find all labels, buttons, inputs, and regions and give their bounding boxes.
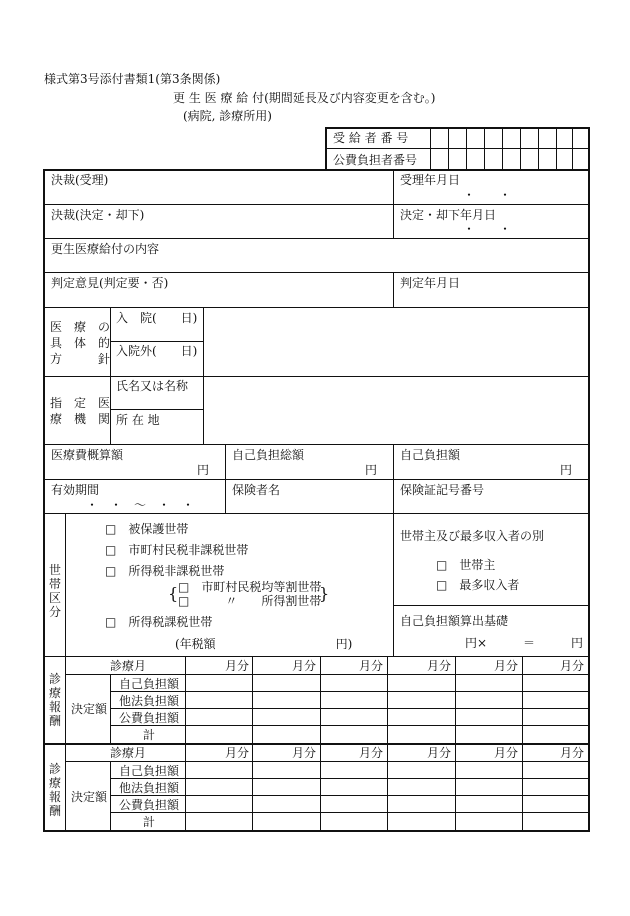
household-option-welfare: □ 被保護世帯 — [105, 522, 189, 536]
cost-estimate-yen: 円 — [197, 463, 210, 477]
fee-table-1-month-header: 診療月 — [110, 659, 147, 673]
decision-date-label: 決定・却下年月日 — [400, 208, 497, 222]
insurance-number-label: 保険証記号番号 — [400, 483, 485, 497]
receipt-date-label: 受理年月日 — [400, 173, 461, 187]
head-of-household-title: 世帯主及び最多収入者の別 — [400, 529, 545, 543]
fee-table-2-month-4: 月分 — [427, 746, 452, 760]
insurer-label: 保険者名 — [232, 483, 281, 497]
policy-label-2: 具 体 的 — [50, 336, 111, 350]
facility-label-1: 指 定 医 — [50, 396, 111, 410]
validity-period-dots: ・ ・ ～ ・ ・ — [86, 498, 195, 512]
recipient-number-label: 受 給 者 番 号 — [333, 131, 409, 145]
fee-table-1-month-1: 月分 — [225, 659, 250, 673]
fee-table-2-month-3: 月分 — [359, 746, 384, 760]
head-of-household-option: □ 世帯主 — [436, 558, 496, 572]
fee-table-2-item-self: 自己負担額 — [119, 764, 180, 778]
fee-table-1-month-6: 月分 — [560, 659, 585, 673]
policy-label-3: 方 針 — [50, 352, 111, 366]
fee-table-2-decided-label: 決定額 — [71, 790, 108, 804]
household-option-income-tax: □ 所得税課税世帯 — [105, 615, 213, 629]
fee-table-2-month-5: 月分 — [494, 746, 519, 760]
decision-reject-label: 決裁(決定・却下) — [51, 208, 145, 222]
fee-table-1-month-3: 月分 — [359, 659, 384, 673]
validity-period-label: 有効期間 — [51, 483, 100, 497]
public-burden-number-label: 公費負担者番号 — [333, 153, 418, 167]
form-subtitle: (病院, 診療所用) — [183, 109, 272, 123]
household-category-label: 世帯区分 — [48, 563, 61, 619]
judgment-date-label: 判定年月日 — [400, 276, 461, 290]
decision-receipt-label: 決裁(受理) — [51, 173, 109, 187]
fee-table-1-month-4: 月分 — [427, 659, 452, 673]
fee-table-1-month-5: 月分 — [494, 659, 519, 673]
fee-table-2-month-1: 月分 — [225, 746, 250, 760]
self-burden-label: 自己負担額 — [400, 448, 461, 462]
facility-address-label: 所 在 地 — [116, 413, 160, 427]
receipt-date-dots: ・ ・ — [463, 188, 512, 202]
inpatient-label: 入 院( 日) — [116, 311, 198, 325]
cost-estimate-label: 医療費概算額 — [51, 448, 124, 462]
fee-table-1-item-self: 自己負担額 — [119, 677, 180, 691]
fee-table-2-item-other: 他法負担額 — [119, 781, 180, 795]
judgment-label: 判定意見(判定要・否) — [51, 276, 169, 290]
household-option-resident-tax-exempt: □ 市町村民税非課税世帯 — [105, 543, 249, 557]
household-sub-income-rate: □ 〃 所得割世帯 — [178, 594, 322, 608]
self-total-label: 自己負担総額 — [232, 448, 305, 462]
fee-table-1-label: 診療報酬 — [48, 672, 61, 728]
fee-table-2-month-header: 診療月 — [110, 746, 147, 760]
bracket-left: { — [168, 584, 179, 603]
household-option-income-tax-exempt: □ 所得税非課税世帯 — [105, 564, 225, 578]
fee-table-2-month-6: 月分 — [560, 746, 585, 760]
content-label: 更生医療給付の内容 — [51, 242, 160, 256]
household-sub-equal-rate: □ 市町村民税均等割世帯 — [178, 580, 322, 594]
outpatient-label: 入院外( 日) — [116, 344, 198, 358]
fee-table-1-item-public: 公費負担額 — [119, 711, 180, 725]
burden-basis-formula: 円× ＝ 円 — [465, 636, 584, 650]
form-title: 更 生 医 療 給 付(期間延長及び内容変更を含む。) — [173, 91, 436, 105]
burden-basis-title: 自己負担額算出基礎 — [400, 614, 509, 628]
bracket-right: } — [319, 584, 330, 603]
fee-table-1-decided-label: 決定額 — [71, 702, 108, 716]
self-burden-yen: 円 — [560, 463, 573, 477]
form-number: 様式第3号添付書類1(第3条関係) — [44, 72, 221, 86]
fee-table-2-month-2: 月分 — [292, 746, 317, 760]
policy-label-1: 医 療 の — [50, 320, 111, 334]
fee-table-2-label: 診療報酬 — [48, 762, 61, 818]
facility-name-label: 氏名又は名称 — [116, 379, 189, 393]
fee-table-1-month-2: 月分 — [292, 659, 317, 673]
top-earner-option: □ 最多収入者 — [436, 578, 520, 592]
fee-table-1-item-other: 他法負担額 — [119, 694, 180, 708]
fee-table-2-item-total: 計 — [143, 815, 156, 829]
self-total-yen: 円 — [365, 463, 378, 477]
decision-date-dots: ・ ・ — [463, 222, 512, 236]
fee-table-2-item-public: 公費負担額 — [119, 798, 180, 812]
facility-label-2: 療 機 関 — [50, 412, 111, 426]
annual-tax-label: (年税額 円) — [175, 637, 353, 651]
fee-table-1-item-total: 計 — [143, 728, 156, 742]
